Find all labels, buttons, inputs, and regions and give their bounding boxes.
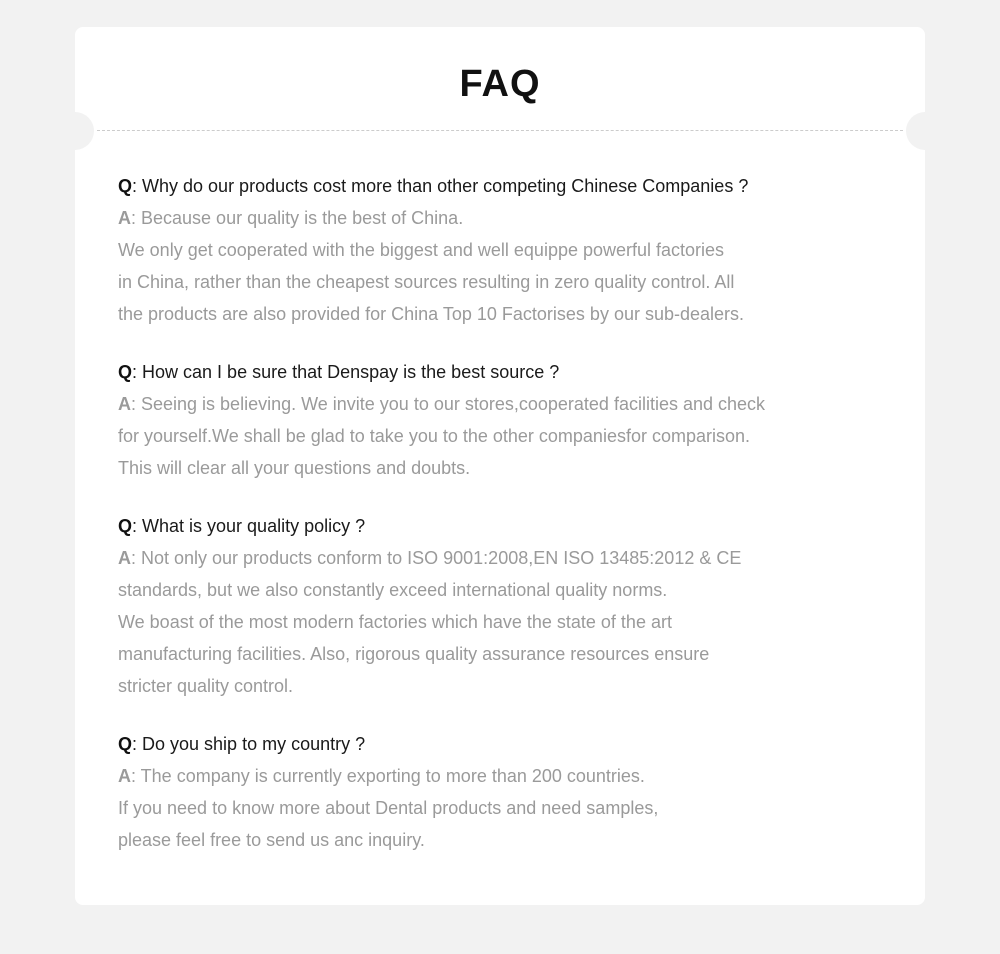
faq-answer-line: We only get cooperated with the biggest and well equippe powerful factories — [118, 240, 725, 260]
q-label: Q — [118, 734, 133, 754]
q-label: Q — [118, 176, 133, 196]
question-text: : What is your quality policy ? — [132, 516, 366, 536]
faq-answer-line: please feel free to send us anc inquiry. — [118, 830, 425, 850]
faq-item — [118, 356, 838, 484]
faq-item — [118, 728, 838, 856]
page-title: FAQ — [459, 63, 541, 105]
question-text: : Why do our products cost more than other competing Chinese Companies ? — [132, 176, 749, 196]
a-label: A — [118, 548, 131, 568]
faq-answer-line: We boast of the most modern factories which have the state of the art — [118, 612, 672, 632]
dashed-divider — [97, 130, 903, 131]
faq-answer-line — [118, 760, 838, 792]
a-label: A — [118, 766, 131, 786]
faq-question — [118, 170, 838, 202]
answer-text: : Seeing is believing. We invite you to our stores,cooperated facilities and check — [131, 394, 766, 414]
answer-text: : The company is currently exporting to more than 200 countries. — [131, 766, 645, 786]
card-notch-left — [56, 112, 94, 150]
faq-question — [118, 510, 838, 542]
q-label: Q — [118, 516, 133, 536]
faq-question — [118, 356, 838, 388]
q-label: Q — [118, 362, 133, 382]
faq-answer-line: manufacturing facilities. Also, rigorous quality assurance resources ensure — [118, 644, 710, 664]
faq-answer-line: in China, rather than the cheapest sources resulting in zero quality control. All — [118, 272, 735, 292]
faq-item — [118, 510, 838, 702]
faq-card — [75, 27, 925, 905]
answer-text: : Not only our products conform to ISO 9001:2008,EN ISO 13485:2012 & CE — [131, 548, 742, 568]
faq-answer-line: stricter quality control. — [118, 676, 294, 696]
faq-item — [118, 170, 838, 330]
faq-answer-line — [118, 542, 838, 574]
question-text: : Do you ship to my country ? — [132, 734, 366, 754]
faq-question — [118, 728, 838, 760]
card-notch-right — [906, 112, 944, 150]
question-text: : How can I be sure that Denspay is the best source ? — [132, 362, 560, 382]
faq-answer-line — [118, 388, 838, 420]
faq-answer-line: If you need to know more about Dental products and need samples, — [118, 798, 659, 818]
faq-answer-line: standards, but we also constantly exceed international quality norms. — [118, 580, 668, 600]
faq-list — [118, 170, 838, 856]
faq-answer-line: for yourself.We shall be glad to take you to the other companiesfor comparison. — [118, 426, 751, 446]
answer-text: : Because our quality is the best of China. — [131, 208, 464, 228]
a-label: A — [118, 208, 131, 228]
a-label: A — [118, 394, 131, 414]
faq-answer-line: This will clear all your questions and doubts. — [118, 458, 471, 478]
faq-answer-line — [118, 202, 838, 234]
faq-answer-line: the products are also provided for China Top 10 Factorises by our sub-dealers. — [118, 304, 745, 324]
